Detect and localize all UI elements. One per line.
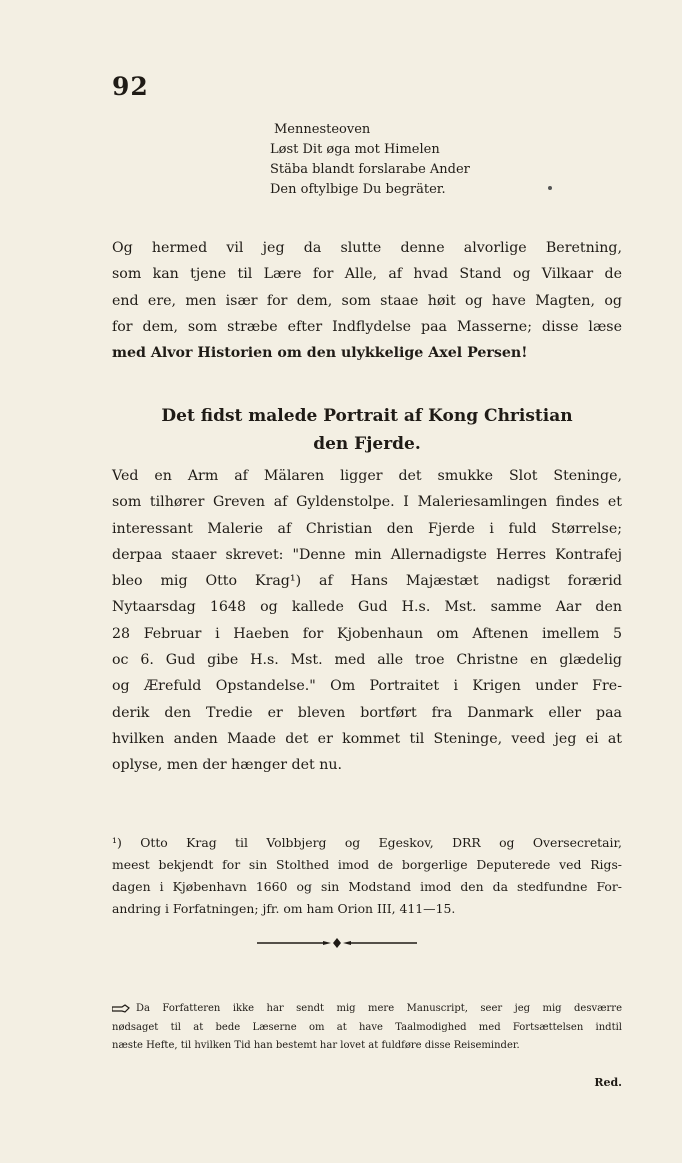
text-line: Nytaarsdag 1648 og kallede Gud H.s. Mst. samme Aar den bbox=[112, 599, 622, 616]
heading-line: den Fjerde. bbox=[313, 434, 421, 454]
text-line: for dem, som stræbe efter Indflydelse paa Masserne; disse læse bbox=[112, 318, 622, 335]
poem-line: Løst Dit øga mot Himelen bbox=[270, 142, 440, 157]
heading-line: Det fidst malede Portrait af Kong Christian bbox=[161, 406, 573, 426]
footnote-line: meest bekjendt for sin Stolthed imod de borgerlige Deputerede ved Rigs- bbox=[112, 857, 622, 872]
text-line: som kan tjene til Lære for Alle, af hvad Stand og Vilkaar de bbox=[112, 266, 622, 283]
editor-note bbox=[112, 1000, 622, 1089]
text-line: interessant Malerie af Christian den Fjerde i fuld Størrelse; bbox=[112, 520, 622, 537]
text-line: oplyse, men der hænger det nu. bbox=[112, 757, 342, 774]
ink-mark bbox=[548, 186, 552, 190]
text-line: end ere, men især for dem, som staae høit og have Magten, og bbox=[112, 292, 622, 309]
poem-line: Stäba blandt forslarabe Ander bbox=[270, 162, 470, 177]
ornamental-divider bbox=[257, 937, 417, 949]
note-line bbox=[112, 1000, 622, 1019]
text-line: Og hermed vil jeg da slutte denne alvorlige Beretning, bbox=[112, 240, 622, 256]
portrait-paragraph bbox=[112, 463, 622, 779]
page-number: 92 bbox=[112, 72, 149, 101]
pointing-hand-icon bbox=[112, 1004, 130, 1014]
footnote-line: dagen i Kjøbenhavn 1660 og sin Modstand imod den da stedfundne For- bbox=[112, 879, 622, 894]
poem-excerpt bbox=[268, 120, 548, 200]
text-line: hvilken anden Maade det er kommet til Steninge, veed jeg ei at bbox=[112, 730, 622, 747]
footnote-line: andring i Forfatningen; jfr. om ham Orion III, 411—15. bbox=[112, 901, 456, 916]
section-heading bbox=[112, 402, 622, 458]
note-line: nødsaget til at bede Læserne om at have Taalmodighed med Fortsættelsen indtil bbox=[112, 1021, 622, 1033]
note-text: Da Forfatteren ikke har sendt mig mere Manuscript, seer jeg mig desværre bbox=[136, 1003, 622, 1014]
closing-paragraph bbox=[112, 235, 622, 366]
poem-line: Den oftylbige Du begräter. bbox=[270, 182, 446, 197]
text-line-emphasis: med Alvor Historien om den ulykkelige Axel Persen! bbox=[112, 345, 528, 362]
note-line: næste Hefte, til hvilken Tid han bestemt har lovet at fuldføre disse Reiseminder. bbox=[112, 1040, 520, 1051]
text-line: derik den Tredie er bleven bortført fra Danmark eller paa bbox=[112, 704, 622, 721]
text-line: Ved en Arm af Mälaren ligger det smukke Slot Steninge, bbox=[112, 468, 622, 484]
text-line: 28 Februar i Haeben for Kjobenhaun om Aftenen imellem 5 bbox=[112, 625, 622, 642]
text-line: som tilhører Greven af Gyldenstolpe. I Maleriesamlingen findes et bbox=[112, 494, 622, 511]
footnote-line: ¹) Otto Krag til Volbbjerg og Egeskov, DRR og Oversecretair, bbox=[112, 835, 622, 850]
editor-signature: Red. bbox=[594, 1076, 622, 1089]
text-line: og Ærefuld Opstandelse." Om Portraitet i Krigen under Fre- bbox=[112, 678, 622, 695]
text-line: derpaa staaer skrevet: "Denne min Allernadigste Herres Kontrafej bbox=[112, 546, 622, 563]
poem-title: Mennesteoven bbox=[274, 122, 371, 137]
footnote bbox=[112, 832, 622, 920]
text-line: oc 6. Gud gibe H.s. Mst. med alle troe Christne en glædelig bbox=[112, 652, 622, 669]
text-line: bleo mig Otto Krag¹) af Hans Majæstæt nadigst forærid bbox=[112, 573, 622, 590]
